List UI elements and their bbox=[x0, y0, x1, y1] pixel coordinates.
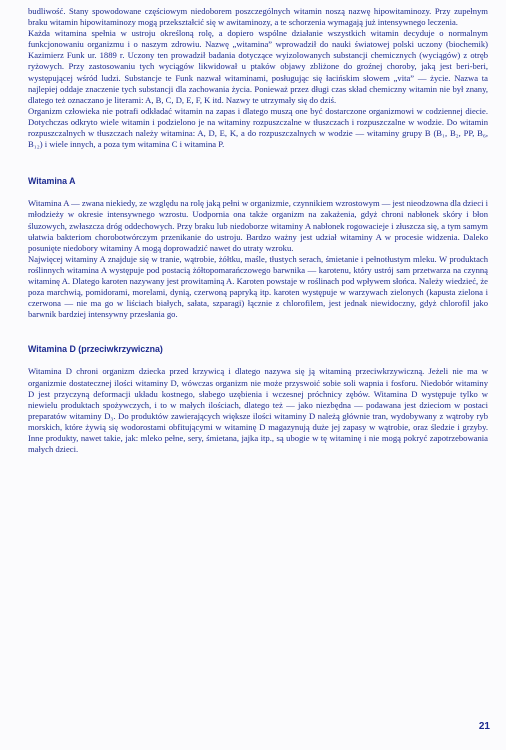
vitamin-a-paragraph-1: Witamina A — zwana niekiedy, ze względu na rolę jaką pełni w organizmie, czynnikiem wzrostowym — jest nieodzowna dla dzieci i młodzieży w okresie intensywnego wzrostu. Uodpornia ona także organizm na zakażenia, gdyż chroni nabłonek skóry i błon śluzowych, zwłaszcza dróg oddechowych. Przy braku lub niedoborze witaminy A nabłonek rogowacieje i złuszcza się, a tym samym ułatwia bakteriom chorobotwórczym przenikanie do ustroju. Bardzo ważny jest udział witaminy A w procesie widzenia. Daleko posunięte niedobory witaminy A mogą doprowadzić nawet do utraty wzroku. bbox=[28, 198, 488, 253]
intro-paragraph-3: Organizm człowieka nie potrafi odkładać witamin na zapas i dlatego muszą one być dostarczone organizmowi w codziennej diecie. Dotychczas odkryto wiele witamin i podzielono je na witaminy rozpuszczalne w tłuszczach i rozpuszczalne w wodzie. Do witamin rozpuszczalnych w tłuszczach należy witamina: A, D, E, K, a do rozpuszczalnych w wodzie — witaminy grupy B (B₁, B₂, PP, B₆, B₁₂) i wiele innych, a poza tym witamina C i witamina P. bbox=[28, 105, 488, 150]
vitamin-a-paragraph-2: Najwięcej witaminy A znajduje się w tranie, wątrobie, żółtku, maśle, tłustych serach, śmietanie i pełnotłustym mleku. W produktach roślinnych witamina A występuje pod postacią żółtopomarańczowego barwnika — karotenu, który ustrój sam przetwarza na czynną witaminę A. Dlatego karoten nazywany jest prowitaminą A. Karoten powstaje w roślinach pod wpływem słońca. Należy wiedzieć, że poza marchwią, pomidorami, morelami, dynią, czerwoną papryką itp. karoten występuje w warzywach zielonych (kapusta zielona i czerwona — nie ma go w liściach białych, sałata, szparagi) łącznie z chlorofilem, jest jednak niewidoczny, gdyż chlorofil jako barwnik bardziej intensywny przesłania go. bbox=[28, 253, 488, 320]
intro-paragraph-2: Każda witamina spełnia w ustroju określoną rolę, a dopiero wspólne działanie wszystkich witamin decyduje o normalnym funkcjonowaniu organizmu i o naszym zdrowiu. Nazwę „witamina” wprowadził do nauki światowej polski uczony (biochemik) Kazimierz Funk ur. 1889 r. Uczony ten prowadził badania dotyczące wyizolowanych substancji chemicznych (wyciągów) z otręb ryżowych. Przy zastosowaniu tych wyciągów likwidował u ptaków objawy zbliżone do groźnej choroby, jaką jest beri-beri, występującej wśród ludzi. Substancje te Funk nazwał witaminami, posługując się łacińskim słowem „vita” — życie. Nazwa ta najlepiej oddaje znaczenie tych substancji dla zachowania życia. Ponieważ przez długi czas skład chemiczny witamin nie był znany, dlatego też oznaczano je literami: A, B, C, D, E, F, K itd. Nazwy te utrzymały się do dziś. bbox=[28, 28, 488, 105]
section-spacer bbox=[28, 150, 488, 176]
intro-paragraph-1: budliwość. Stany spowodowane częściowym niedoborem poszczególnych witamin noszą nazwę hipowitaminozy. Przy zupełnym braku witamin hipowitaminozy mogą przekształcić się w awitaminozy, a te schorzenia wymagają już intensywnego leczenia. bbox=[28, 6, 488, 28]
document-page bbox=[28, 6, 488, 455]
vitamin-d-paragraph-1: Witamina D chroni organizm dziecka przed krzywicą i dlatego nazywa się ją witaminą przeciwkrzywiczną. Jeżeli nie ma w organizmie dostatecznej ilości witaminy D, wówczas organizm nie może przyswoić sobie soli wapnia i fosforu. Niedobór witaminy D jest przyczyną deformacji układu kostnego, słabego uzębienia i wczesnej próchnicy zębów. Witamina D występuje tylko w niewielu produktach spożywczych, i to w małych ilościach, dlatego też — jako niezbędna — podawana jest dzieciom w postaci preparatów witaminy D₃. Do produktów zawierających większe ilości witaminy D należą głównie tran, wydobywany z wątroby ryb morskich, które żywią się wodorostami obfitującymi w witaminę D magazynują duże jej zapasy w wątrobie, oraz śledzie i grzyby. Inne produkty, nawet takie, jak: mleko pełne, sery, śmietana, jajka itp., są ubogie w tę witaminę i nie mogą pokryć zapotrzebowania małych dzieci. bbox=[28, 366, 488, 455]
section-spacer bbox=[28, 320, 488, 344]
page-number: 21 bbox=[478, 721, 490, 732]
section-heading-vitamin-a: Witamina A bbox=[28, 176, 76, 187]
section-heading-vitamin-d: Witamina D (przeciwkrzywiczna) bbox=[28, 344, 163, 355]
